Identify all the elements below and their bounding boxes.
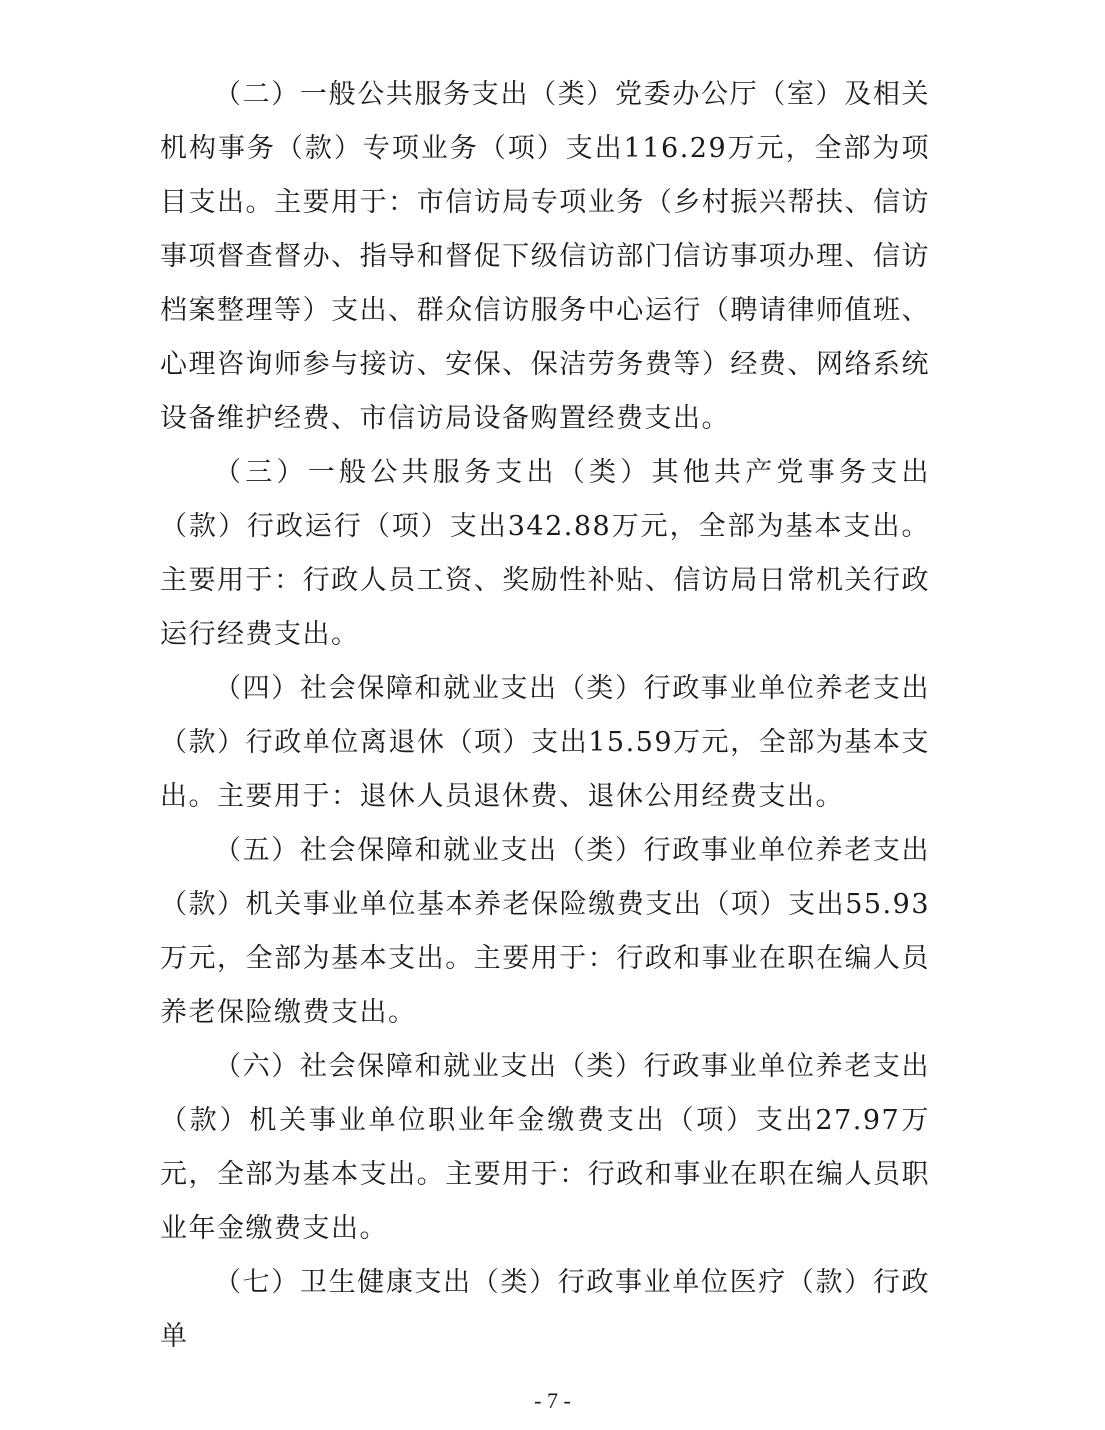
page-number: - 7 - [534, 1388, 571, 1413]
paragraph-7: （七）卫生健康支出（类）行政事业单位医疗（款）行政单 [160, 1267, 930, 1352]
paragraph-3: （三）一般公共服务支出（类）其他共产党事务支出（款）行政运行（项）支出342.88万元，全部为基本支出。主要用于：行政人员工资、奖励性补贴、信访局日常机关行政运行经费支出。 [160, 457, 930, 650]
paragraph-5: （五）社会保障和就业支出（类）行政事业单位养老支出（款）机关事业单位基本养老保险缴费支出（项）支出55.93万元，全部为基本支出。主要用于：行政和事业在职在编人员养老保险缴费支出。 [160, 835, 930, 1028]
paragraph-2: （二）一般公共服务支出（类）党委办公厅（室）及相关机构事务（款）专项业务（项）支出116.29万元，全部为项目支出。主要用于：市信访局专项业务（乡村振兴帮扶、信访事项督查督办、指导和督促下级信访部门信访事项办理、信访档案整理等）支出、群众信访服务中心运行（聘请律师值班、心理咨询师参与接访、安保、保洁劳务费等）经费、网络系统设备维护经费、市信访局设备购置经费支出。 [160, 79, 930, 434]
document-body [160, 68, 930, 1364]
paragraph-6: （六）社会保障和就业支出（类）行政事业单位养老支出（款）机关事业单位职业年金缴费支出（项）支出27.97万元，全部为基本支出。主要用于：行政和事业在职在编人员职业年金缴费支出。 [160, 1051, 930, 1244]
paragraph-4: （四）社会保障和就业支出（类）行政事业单位养老支出（款）行政单位离退休（项）支出15.59万元，全部为基本支出。主要用于：退休人员退休费、退休公用经费支出。 [160, 673, 930, 812]
